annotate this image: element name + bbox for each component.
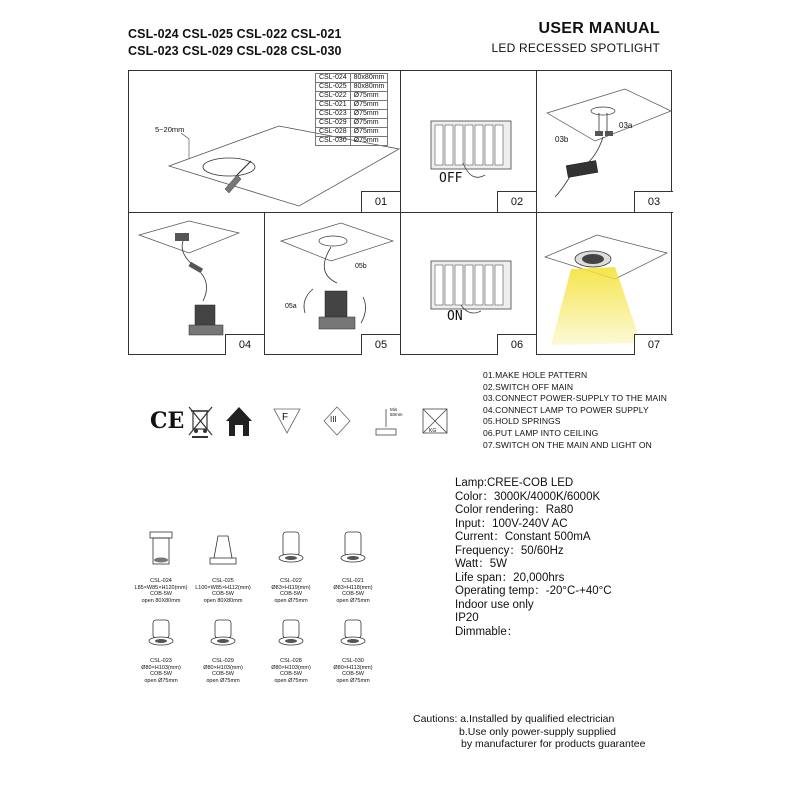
product-card	[320, 528, 386, 604]
ce-mark-icon: CE	[150, 408, 185, 434]
product-model: CSL-025	[212, 578, 234, 584]
product-cutout: open Ø75mm	[206, 677, 240, 684]
spotlight-square-icon	[206, 528, 240, 576]
depth-label: 5~20mm	[155, 125, 185, 134]
product-cutout: open Ø75mm	[274, 677, 308, 684]
switch-off-label: OFF	[439, 171, 463, 186]
panel-05	[265, 213, 401, 355]
size-model: CSL-021	[316, 101, 351, 110]
product-dims: Ø80×H103(mm)	[271, 664, 311, 671]
product-card	[320, 616, 386, 684]
spec-item: Color rendering：Ra80	[455, 504, 574, 516]
product-card	[258, 616, 324, 684]
spec-item: Color：3000K/4000K/6000K	[455, 490, 601, 503]
size-row	[316, 83, 388, 92]
step-item: 06.PUT LAMP INTO CEILING	[483, 427, 599, 438]
spec-item: Watt：5W	[455, 558, 507, 570]
weee-bin-icon	[184, 403, 218, 439]
spotlight-round-icon	[274, 616, 308, 656]
f-mark-icon: F	[270, 403, 304, 439]
caution-line: Cautions: a.Installed by qualified electrician	[413, 713, 615, 725]
spotlight-round-icon	[144, 616, 178, 656]
label-05a: 05a	[285, 303, 297, 310]
installation-grid	[128, 70, 672, 355]
spotlight-round-icon	[206, 616, 240, 656]
indoor-house-icon	[222, 403, 256, 439]
model-list	[128, 26, 342, 60]
caution-line: by manufacturer for products guarantee	[461, 738, 646, 750]
spotlight-round-icon	[336, 528, 370, 576]
product-cutout: open Ø75mm	[336, 597, 370, 604]
panel-04	[129, 213, 265, 355]
size-model: CSL-022	[316, 92, 351, 101]
caution-line: b.Use only power-supply supplied	[459, 725, 617, 738]
product-dims: Ø83×H118(mm)	[333, 584, 373, 591]
size-model: CSL-025	[316, 83, 351, 92]
size-model: CSL-029	[316, 119, 351, 128]
panel-number: 02	[497, 191, 536, 212]
product-range	[128, 528, 388, 698]
panel-number: 01	[361, 191, 400, 212]
size-value: Ø75mm	[350, 137, 388, 146]
size-value: Ø75mm	[350, 110, 388, 119]
product-cutout: open 80X80mm	[141, 597, 181, 604]
panel-number: 04	[225, 334, 264, 355]
size-model: CSL-023	[316, 110, 351, 119]
model-list-line-1: CSL-024 CSL-025 CSL-022 CSL-021	[128, 27, 342, 41]
product-dims: Ø80×H103(mm)	[203, 664, 243, 671]
product-power: COB-5W	[150, 671, 172, 678]
spec-item: Life span：20,000hrs	[455, 571, 565, 584]
panel-07	[537, 213, 673, 355]
spec-item: Frequency：50/60Hz	[455, 544, 564, 557]
size-row	[316, 128, 388, 137]
size-row	[316, 101, 388, 110]
model-list-line-2: CSL-023 CSL-029 CSL-028 CSL-030	[128, 44, 342, 58]
product-card	[190, 616, 256, 684]
size-row	[316, 74, 388, 83]
spec-item: Input：100V-240V AC	[455, 517, 568, 530]
panel-03	[537, 71, 673, 213]
product-power: COB-5W	[212, 671, 234, 678]
product-dims: Ø83×H119(mm)	[271, 584, 311, 591]
product-card	[128, 528, 194, 604]
product-cutout: open 80X80mm	[203, 597, 243, 604]
product-card	[258, 528, 324, 604]
size-value: Ø75mm	[350, 92, 388, 101]
panel-number: 06	[497, 334, 536, 355]
size-value: 80x80mm	[350, 74, 388, 83]
product-model: CSL-024	[150, 578, 172, 584]
cautions	[413, 713, 645, 751]
spec-item: IP20	[455, 612, 479, 624]
panel-01	[129, 71, 401, 213]
spec-item: Indoor use only	[455, 598, 534, 611]
product-cutout: open Ø75mm	[336, 677, 370, 684]
product-dims: Ø80×H103(mm)	[141, 664, 181, 671]
size-row	[316, 119, 388, 128]
product-card	[190, 528, 256, 604]
spotlight-round-icon	[274, 528, 308, 576]
weight-limit-icon: KG	[418, 403, 452, 439]
step-item: 04.CONNECT LAMP TO POWER SUPPLY	[483, 404, 649, 415]
panel-number: 05	[361, 334, 400, 355]
size-model: CSL-030	[316, 137, 351, 146]
manual-header	[492, 20, 660, 55]
product-model: CSL-021	[342, 578, 364, 584]
product-cutout: open Ø75mm	[274, 597, 308, 604]
product-power: COB-5W	[342, 591, 364, 598]
spotlight-round-icon	[336, 616, 370, 656]
spec-item: Operating temp：-20°C-+40°C	[455, 585, 612, 597]
product-power: COB-5W	[212, 591, 234, 598]
product-power: COB-5W	[280, 671, 302, 678]
label-05b: 05b	[355, 263, 367, 270]
label-03b: 03b	[555, 135, 569, 144]
product-power: COB-5W	[150, 591, 172, 598]
product-dims: L100×W85×H112(mm)	[195, 584, 251, 591]
product-model: CSL-029	[212, 658, 234, 664]
product-dims: Ø80×H113(mm)	[333, 664, 373, 671]
panel-number: 07	[634, 334, 673, 355]
product-model: CSL-028	[280, 658, 302, 664]
step-item: 07.SWITCH ON THE MAIN AND LIGHT ON	[483, 439, 652, 450]
panel-02	[401, 71, 537, 213]
spotlight-square-icon	[144, 528, 178, 576]
step-item: 01.MAKE HOLE PATTERN	[483, 370, 588, 380]
specifications	[455, 477, 612, 639]
step-item: 05.HOLD SPRINGS	[483, 416, 561, 427]
spec-item: Current：Constant 500mA	[455, 531, 591, 543]
product-model: CSL-030	[342, 658, 364, 664]
hole-size-table	[315, 73, 388, 146]
product-power: COB-5W	[280, 591, 302, 598]
size-row	[316, 110, 388, 119]
spec-item: Lamp:CREE-COB LED	[455, 477, 574, 489]
size-model: CSL-028	[316, 128, 351, 137]
manual-title: USER MANUAL	[538, 20, 660, 37]
spec-item: Dimmable：	[455, 625, 519, 638]
step-item: 02.SWITCH OFF MAIN	[483, 381, 574, 392]
size-value: Ø75mm	[350, 101, 388, 110]
switch-on-label: ON	[447, 309, 463, 324]
panel-06	[401, 213, 537, 355]
class-iii-icon: III	[320, 403, 354, 439]
step-item: 03.CONNECT POWER-SUPPLY TO THE MAIN	[483, 393, 667, 404]
label-03a: 03a	[619, 121, 633, 130]
manual-subtitle: LED RECESSED SPOTLIGHT	[491, 41, 660, 55]
product-model: CSL-023	[150, 658, 172, 664]
product-dims: L85×W85×H120(mm)	[134, 584, 188, 591]
size-value: Ø75mm	[350, 128, 388, 137]
installation-steps	[483, 370, 667, 451]
panel-number: 03	[634, 191, 673, 212]
product-card	[128, 616, 194, 684]
size-value: 80x80mm	[350, 83, 388, 92]
product-power: COB-5W	[342, 671, 364, 678]
product-cutout: open Ø75mm	[144, 677, 178, 684]
size-row	[316, 92, 388, 101]
size-value: Ø75mm	[350, 119, 388, 128]
min-distance-icon: Min 50mm	[370, 403, 404, 439]
size-model: CSL-024	[316, 74, 351, 83]
product-model: CSL-022	[280, 578, 302, 584]
size-row	[316, 137, 388, 146]
